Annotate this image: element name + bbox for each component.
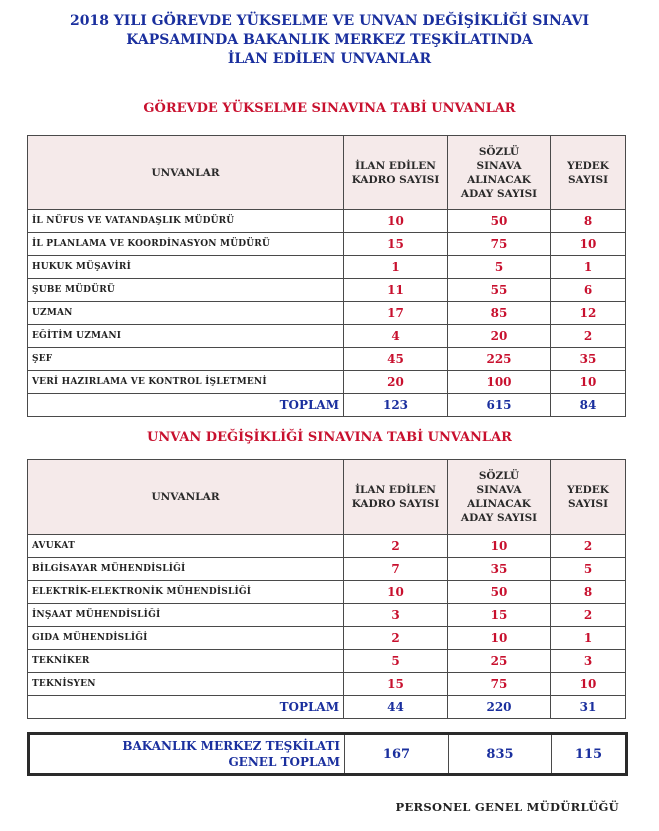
table-row: [28, 673, 626, 696]
yedek-value: 2: [551, 604, 626, 627]
gorevde-section-title: GÖREVDE YÜKSELME SINAVINA TABİ UNVANLAR: [143, 101, 516, 116]
header-sozlu-line: ALINACAK: [467, 498, 531, 510]
yedek-value: 8: [551, 581, 626, 604]
gorevde-header-row: [28, 136, 626, 210]
yedek-value: 35: [551, 348, 626, 371]
header-kadro-line: KADRO SAYISI: [351, 173, 440, 186]
header-kadro-line: İLAN EDİLEN: [355, 484, 436, 496]
sozlu-value: 100: [448, 371, 551, 394]
yedek-value: 2: [551, 535, 626, 558]
sozlu-value: 10: [448, 627, 551, 650]
total-sozlu: 615: [448, 394, 551, 417]
kadro-value: 2: [344, 535, 448, 558]
sozlu-value: 20: [448, 325, 551, 348]
table-row: [28, 279, 626, 302]
header-unvanlar: UNVANLAR: [28, 460, 344, 535]
yedek-value: 1: [551, 627, 626, 650]
header-kadro: [344, 136, 448, 210]
header-sozlu-line: ALINACAK: [467, 173, 531, 186]
header-yedek-line: SAYISI: [567, 498, 609, 510]
header-yedek: [551, 136, 626, 210]
unvan-name: AVUKAT: [28, 535, 344, 558]
yedek-value: 8: [551, 210, 626, 233]
table-row: [28, 302, 626, 325]
unvan-name: ŞEF: [28, 348, 344, 371]
total-row: [28, 696, 626, 719]
unvan-name: ŞUBE MÜDÜRÜ: [28, 279, 344, 302]
header-kadro-line: İLAN EDİLEN: [355, 159, 436, 172]
sozlu-value: 75: [448, 233, 551, 256]
unvan-name: EĞİTİM UZMANI: [28, 325, 344, 348]
unvan-name: HUKUK MÜŞAVİRİ: [28, 256, 344, 279]
header-kadro: [344, 460, 448, 535]
total-label: TOPLAM: [28, 696, 344, 719]
kadro-value: 3: [344, 604, 448, 627]
yedek-value: 5: [551, 558, 626, 581]
yedek-value: 12: [551, 302, 626, 325]
unvan-name: GIDA MÜHENDİSLİĞİ: [28, 627, 344, 650]
gorevde-table: [27, 135, 626, 417]
header-sozlu: [448, 460, 551, 535]
total-yedek: 84: [551, 394, 626, 417]
kadro-value: 15: [344, 673, 448, 696]
table-row: [28, 348, 626, 371]
table-row: [28, 371, 626, 394]
gorevde-table-body: [28, 136, 626, 417]
yedek-value: 1: [551, 256, 626, 279]
header-sozlu-line: SINAVA: [476, 484, 522, 496]
genel-toplam-label-line: BAKANLIK MERKEZ TEŞKİLATI: [122, 739, 340, 753]
header-sozlu-line: SÖZLÜ: [478, 470, 520, 482]
header-sozlu-line: ADAY SAYISI: [460, 187, 538, 200]
unvan-header-row: [28, 460, 626, 535]
unvan-name: İNŞAAT MÜHENDİSLİĞİ: [28, 604, 344, 627]
yedek-value: 10: [551, 371, 626, 394]
sozlu-value: 15: [448, 604, 551, 627]
header-yedek-line: YEDEK: [567, 159, 609, 172]
header-yedek-line: SAYISI: [567, 173, 609, 186]
kadro-value: 5: [344, 650, 448, 673]
total-kadro: 123: [344, 394, 448, 417]
kadro-value: 4: [344, 325, 448, 348]
title-line-2: KAPSAMINDA BAKANLIK MERKEZ TEŞKİLATINDA: [126, 32, 533, 48]
header-kadro-line: KADRO SAYISI: [351, 498, 440, 510]
sozlu-value: 10: [448, 535, 551, 558]
kadro-value: 20: [344, 371, 448, 394]
table-row: [28, 581, 626, 604]
total-kadro: 44: [344, 696, 448, 719]
sozlu-value: 225: [448, 348, 551, 371]
genel-toplam-table: [27, 732, 628, 776]
kadro-value: 1: [344, 256, 448, 279]
sozlu-value: 55: [448, 279, 551, 302]
unvan-name: UZMAN: [28, 302, 344, 325]
kadro-value: 10: [344, 210, 448, 233]
table-row: [28, 627, 626, 650]
sozlu-value: 25: [448, 650, 551, 673]
header-sozlu-line: ADAY SAYISI: [460, 512, 538, 524]
table-row: [28, 558, 626, 581]
header-yedek-line: YEDEK: [567, 484, 609, 496]
header-yedek: [551, 460, 626, 535]
yedek-value: 10: [551, 673, 626, 696]
header-sozlu: [448, 136, 551, 210]
genel-toplam-row: [29, 734, 627, 775]
table-row: [28, 256, 626, 279]
table-row: [28, 604, 626, 627]
sozlu-value: 50: [448, 581, 551, 604]
total-sozlu: 220: [448, 696, 551, 719]
header-sozlu-line: SÖZLÜ: [478, 145, 520, 158]
header-sozlu-line: SINAVA: [476, 159, 522, 172]
unvan-name: TEKNİKER: [28, 650, 344, 673]
genel-toplam-yedek: 115: [552, 734, 627, 775]
sozlu-value: 5: [448, 256, 551, 279]
yedek-value: 3: [551, 650, 626, 673]
yedek-value: 2: [551, 325, 626, 348]
title-line-1: 2018 YILI GÖREVDE YÜKSELME VE UNVAN DEĞİŞİKLİĞİ SINAVI: [69, 13, 590, 29]
title-line-3: İLAN EDİLEN UNVANLAR: [227, 51, 432, 67]
table-row: [28, 233, 626, 256]
kadro-value: 7: [344, 558, 448, 581]
footer-signature: PERSONEL GENEL MÜDÜRLÜĞÜ: [395, 800, 619, 814]
yedek-value: 6: [551, 279, 626, 302]
unvan-name: ELEKTRİK-ELEKTRONİK MÜHENDİSLİĞİ: [28, 581, 344, 604]
unvan-name: VERİ HAZIRLAMA VE KONTROL İŞLETMENİ: [28, 371, 344, 394]
table-row: [28, 650, 626, 673]
kadro-value: 10: [344, 581, 448, 604]
total-yedek: 31: [551, 696, 626, 719]
unvan-section-title: UNVAN DEĞİŞİKLİĞİ SINAVINA TABİ UNVANLAR: [147, 430, 512, 445]
genel-toplam-kadro: 167: [345, 734, 449, 775]
sozlu-value: 85: [448, 302, 551, 325]
kadro-value: 2: [344, 627, 448, 650]
kadro-value: 11: [344, 279, 448, 302]
header-unvanlar: UNVANLAR: [28, 136, 344, 210]
kadro-value: 15: [344, 233, 448, 256]
unvan-table-body: [28, 460, 626, 719]
unvan-name: BİLGİSAYAR MÜHENDİSLİĞİ: [28, 558, 344, 581]
table-row: [28, 535, 626, 558]
kadro-value: 45: [344, 348, 448, 371]
document-title: [0, 12, 659, 69]
unvan-name: TEKNİSYEN: [28, 673, 344, 696]
table-row: [28, 325, 626, 348]
unvan-name: İL PLANLAMA VE KOORDİNASYON MÜDÜRÜ: [28, 233, 344, 256]
genel-toplam-sozlu: 835: [449, 734, 552, 775]
yedek-value: 10: [551, 233, 626, 256]
genel-toplam-label: [29, 734, 345, 775]
total-row: [28, 394, 626, 417]
unvan-table: [27, 459, 626, 719]
sozlu-value: 35: [448, 558, 551, 581]
unvan-name: İL NÜFUS VE VATANDAŞLIK MÜDÜRÜ: [28, 210, 344, 233]
genel-toplam-label-line: GENEL TOPLAM: [228, 755, 340, 769]
table-row: [28, 210, 626, 233]
kadro-value: 17: [344, 302, 448, 325]
total-label: TOPLAM: [28, 394, 344, 417]
sozlu-value: 50: [448, 210, 551, 233]
sozlu-value: 75: [448, 673, 551, 696]
